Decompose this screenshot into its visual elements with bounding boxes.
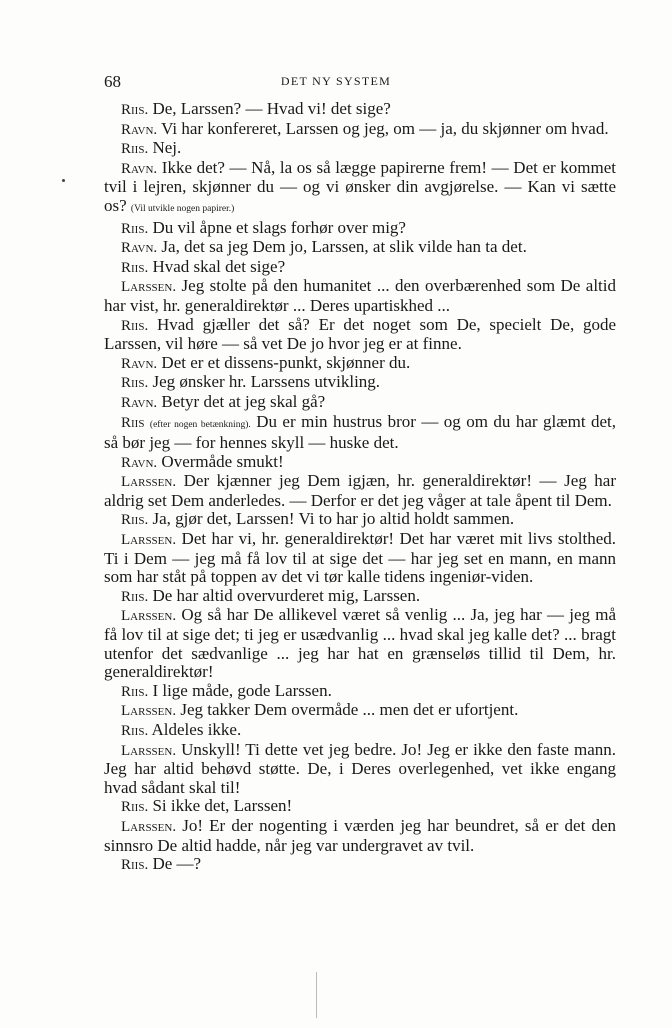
speaker-name: Ravn. bbox=[121, 160, 158, 177]
speaker-name: Riis. bbox=[121, 588, 149, 605]
speech-text: Det har vi, hr. generaldirektør! Det har været mit livs stolthed. Ti i Dem — jeg må få lov til at sige det — har jeg set en mann, en mann som har ståt på toppen av det vi tør kalle tidens ingeniør-viden. bbox=[104, 529, 617, 587]
speech-text: De, Larssen? — Hvad vi! det sige? bbox=[152, 99, 391, 118]
dialogue-line bbox=[104, 741, 616, 798]
stage-direction: (Vil utvikle nogen papirer.) bbox=[130, 203, 235, 214]
speech-text: Betyr det at jeg skal gå? bbox=[161, 391, 326, 411]
dialogue-line bbox=[104, 100, 616, 120]
speaker-name: Larssen. bbox=[121, 703, 177, 720]
margin-mark bbox=[62, 179, 65, 182]
speaker-name: Larssen. bbox=[121, 532, 177, 549]
dialogue-line bbox=[104, 238, 616, 258]
speech-text: Ikke det? — Nå, la os så lægge papirerne frem! — Det er kommet tvil i lejren, skjønner du — og vi ønsker din avgjørelse. — Kan vi sætte os? bbox=[104, 157, 616, 215]
speech-text: Ja, det sa jeg Dem jo, Larssen, at slik vilde han ta det. bbox=[161, 237, 527, 257]
speaker-name: Larssen. bbox=[121, 474, 177, 491]
speech-text: Jo! Er der nogenting i værden jeg har beundret, så er det den sinnsro De altid hadde, når jeg var undergravet av tvil. bbox=[104, 815, 617, 855]
stage-direction: (efter nogen betænkning). bbox=[149, 419, 251, 430]
dialogue-line bbox=[104, 606, 616, 681]
dialogue-line bbox=[104, 258, 616, 278]
speaker-name: Riis bbox=[121, 414, 145, 431]
speaker-name: Larssen. bbox=[121, 818, 177, 835]
dialogue-line bbox=[104, 530, 616, 587]
speaker-name: Larssen. bbox=[121, 279, 177, 296]
dialogue-line bbox=[104, 587, 616, 607]
speech-text: Og så har De allikevel været så venlig ... Ja, jeg har — jeg må få lov til at sige det; ti jeg er usædvanlig ... hvad skal jeg kalle det? ... bragt utenfor det sædvanlige ... jeg har hat en grænseløs tillid til Dem, hr. generaldirektør! bbox=[104, 605, 617, 682]
speech-text: Overmåde smukt! bbox=[161, 451, 284, 471]
dialogue-line bbox=[104, 682, 616, 702]
speaker-name: Riis. bbox=[121, 317, 149, 334]
speaker-name: Ravn. bbox=[121, 394, 158, 411]
dialogue-line bbox=[104, 354, 616, 374]
speaker-name: Ravn. bbox=[121, 121, 158, 138]
dialogue-line bbox=[104, 413, 616, 453]
speaker-name: Riis. bbox=[121, 220, 149, 237]
dialogue-line bbox=[104, 219, 616, 239]
running-head: DET NY SYSTEM bbox=[280, 74, 392, 88]
dialogue-line bbox=[104, 120, 616, 140]
dialogue-line bbox=[104, 159, 616, 219]
speaker-name: Ravn. bbox=[121, 454, 158, 471]
speech-text: Unskyll! Ti dette vet jeg bedre. Jo! Jeg er ikke den faste mann. Jeg har altid behøvd støtte. De, i Deres overlegenhed, vet ikke engang hvad sådant skal til! bbox=[104, 739, 616, 797]
speaker-name: Ravn. bbox=[121, 240, 158, 257]
speaker-name: Riis. bbox=[121, 799, 149, 816]
dialogue-line bbox=[104, 701, 616, 721]
speech-text: Jeg ønsker hr. Larssens utvikling. bbox=[152, 372, 381, 392]
speaker-name: Riis. bbox=[121, 723, 149, 739]
speech-text: Nej. bbox=[152, 138, 182, 158]
dialogue-line bbox=[104, 797, 616, 817]
speech-text: Du vil åpne et slags forhør over mig? bbox=[152, 217, 406, 237]
speech-text: Aldeles ikke. bbox=[151, 720, 242, 739]
speech-text: Du er min hustrus bror — og om du har glæmt det, så bør jeg — for hennes skyll — huske det. bbox=[104, 411, 617, 453]
speech-text: Jeg stolte på den humanitet ... den overbærenhed som De altid har vist, hr. generaldirektør ... Deres upartiskhed ... bbox=[104, 276, 616, 315]
dialogue-line bbox=[104, 277, 616, 315]
dialogue-line bbox=[104, 373, 616, 393]
speech-text: Det er et dissens-punkt, skjønner du. bbox=[161, 352, 411, 372]
speech-text: Ja, gjør det, Larssen! Vi to har jo altid holdt sammen. bbox=[152, 509, 515, 529]
speech-text: De —? bbox=[152, 854, 202, 874]
page-number: 68 bbox=[104, 72, 121, 91]
speaker-name: Riis. bbox=[121, 683, 149, 700]
speaker-name: Riis. bbox=[121, 102, 149, 118]
dialogue-line bbox=[104, 721, 616, 741]
dialogue-line bbox=[104, 393, 616, 413]
speech-text: Der kjænner jeg Dem igjæn, hr. generaldirektør! — Jeg har aldrig set Dem anderledes. — Derfor er det jeg våger at tale åpent til Dem. bbox=[104, 471, 616, 510]
dialogue-line bbox=[104, 855, 616, 875]
speaker-name: Riis. bbox=[121, 857, 149, 874]
dialogue-line bbox=[104, 453, 616, 473]
speech-text: De har altid overvurderet mig, Larssen. bbox=[152, 585, 421, 605]
speaker-name: Riis. bbox=[121, 259, 149, 276]
speaker-name: Riis. bbox=[121, 512, 149, 529]
dialogue-line bbox=[104, 139, 616, 159]
dialogue-line bbox=[104, 817, 616, 855]
speaker-name: Larssen. bbox=[121, 608, 177, 625]
speech-text: Vi har konfereret, Larssen og jeg, om — ja, du skjønner om hvad. bbox=[161, 118, 609, 138]
speech-text: Hvad skal det sige? bbox=[152, 256, 286, 276]
page-crease bbox=[316, 972, 317, 1018]
dialogue-line bbox=[104, 316, 616, 354]
speech-text: Hvad gjæller det så? Er det noget som De, specielt De, gode Larssen, vil høre — så vet De jo hvor jeg er at finne. bbox=[104, 314, 617, 354]
speech-text: I lige måde, gode Larssen. bbox=[152, 680, 332, 700]
speaker-name: Larssen. bbox=[121, 742, 177, 759]
dialogue-body bbox=[104, 100, 616, 875]
dialogue-line bbox=[104, 510, 616, 530]
speech-text: Si ikke det, Larssen! bbox=[152, 796, 293, 816]
speaker-name: Riis. bbox=[121, 141, 149, 158]
speaker-name: Riis. bbox=[121, 375, 149, 392]
speaker-name: Ravn. bbox=[121, 355, 158, 372]
speech-text: Jeg takker Dem overmåde ... men det er ufortjent. bbox=[180, 700, 519, 720]
dialogue-line bbox=[104, 472, 616, 510]
